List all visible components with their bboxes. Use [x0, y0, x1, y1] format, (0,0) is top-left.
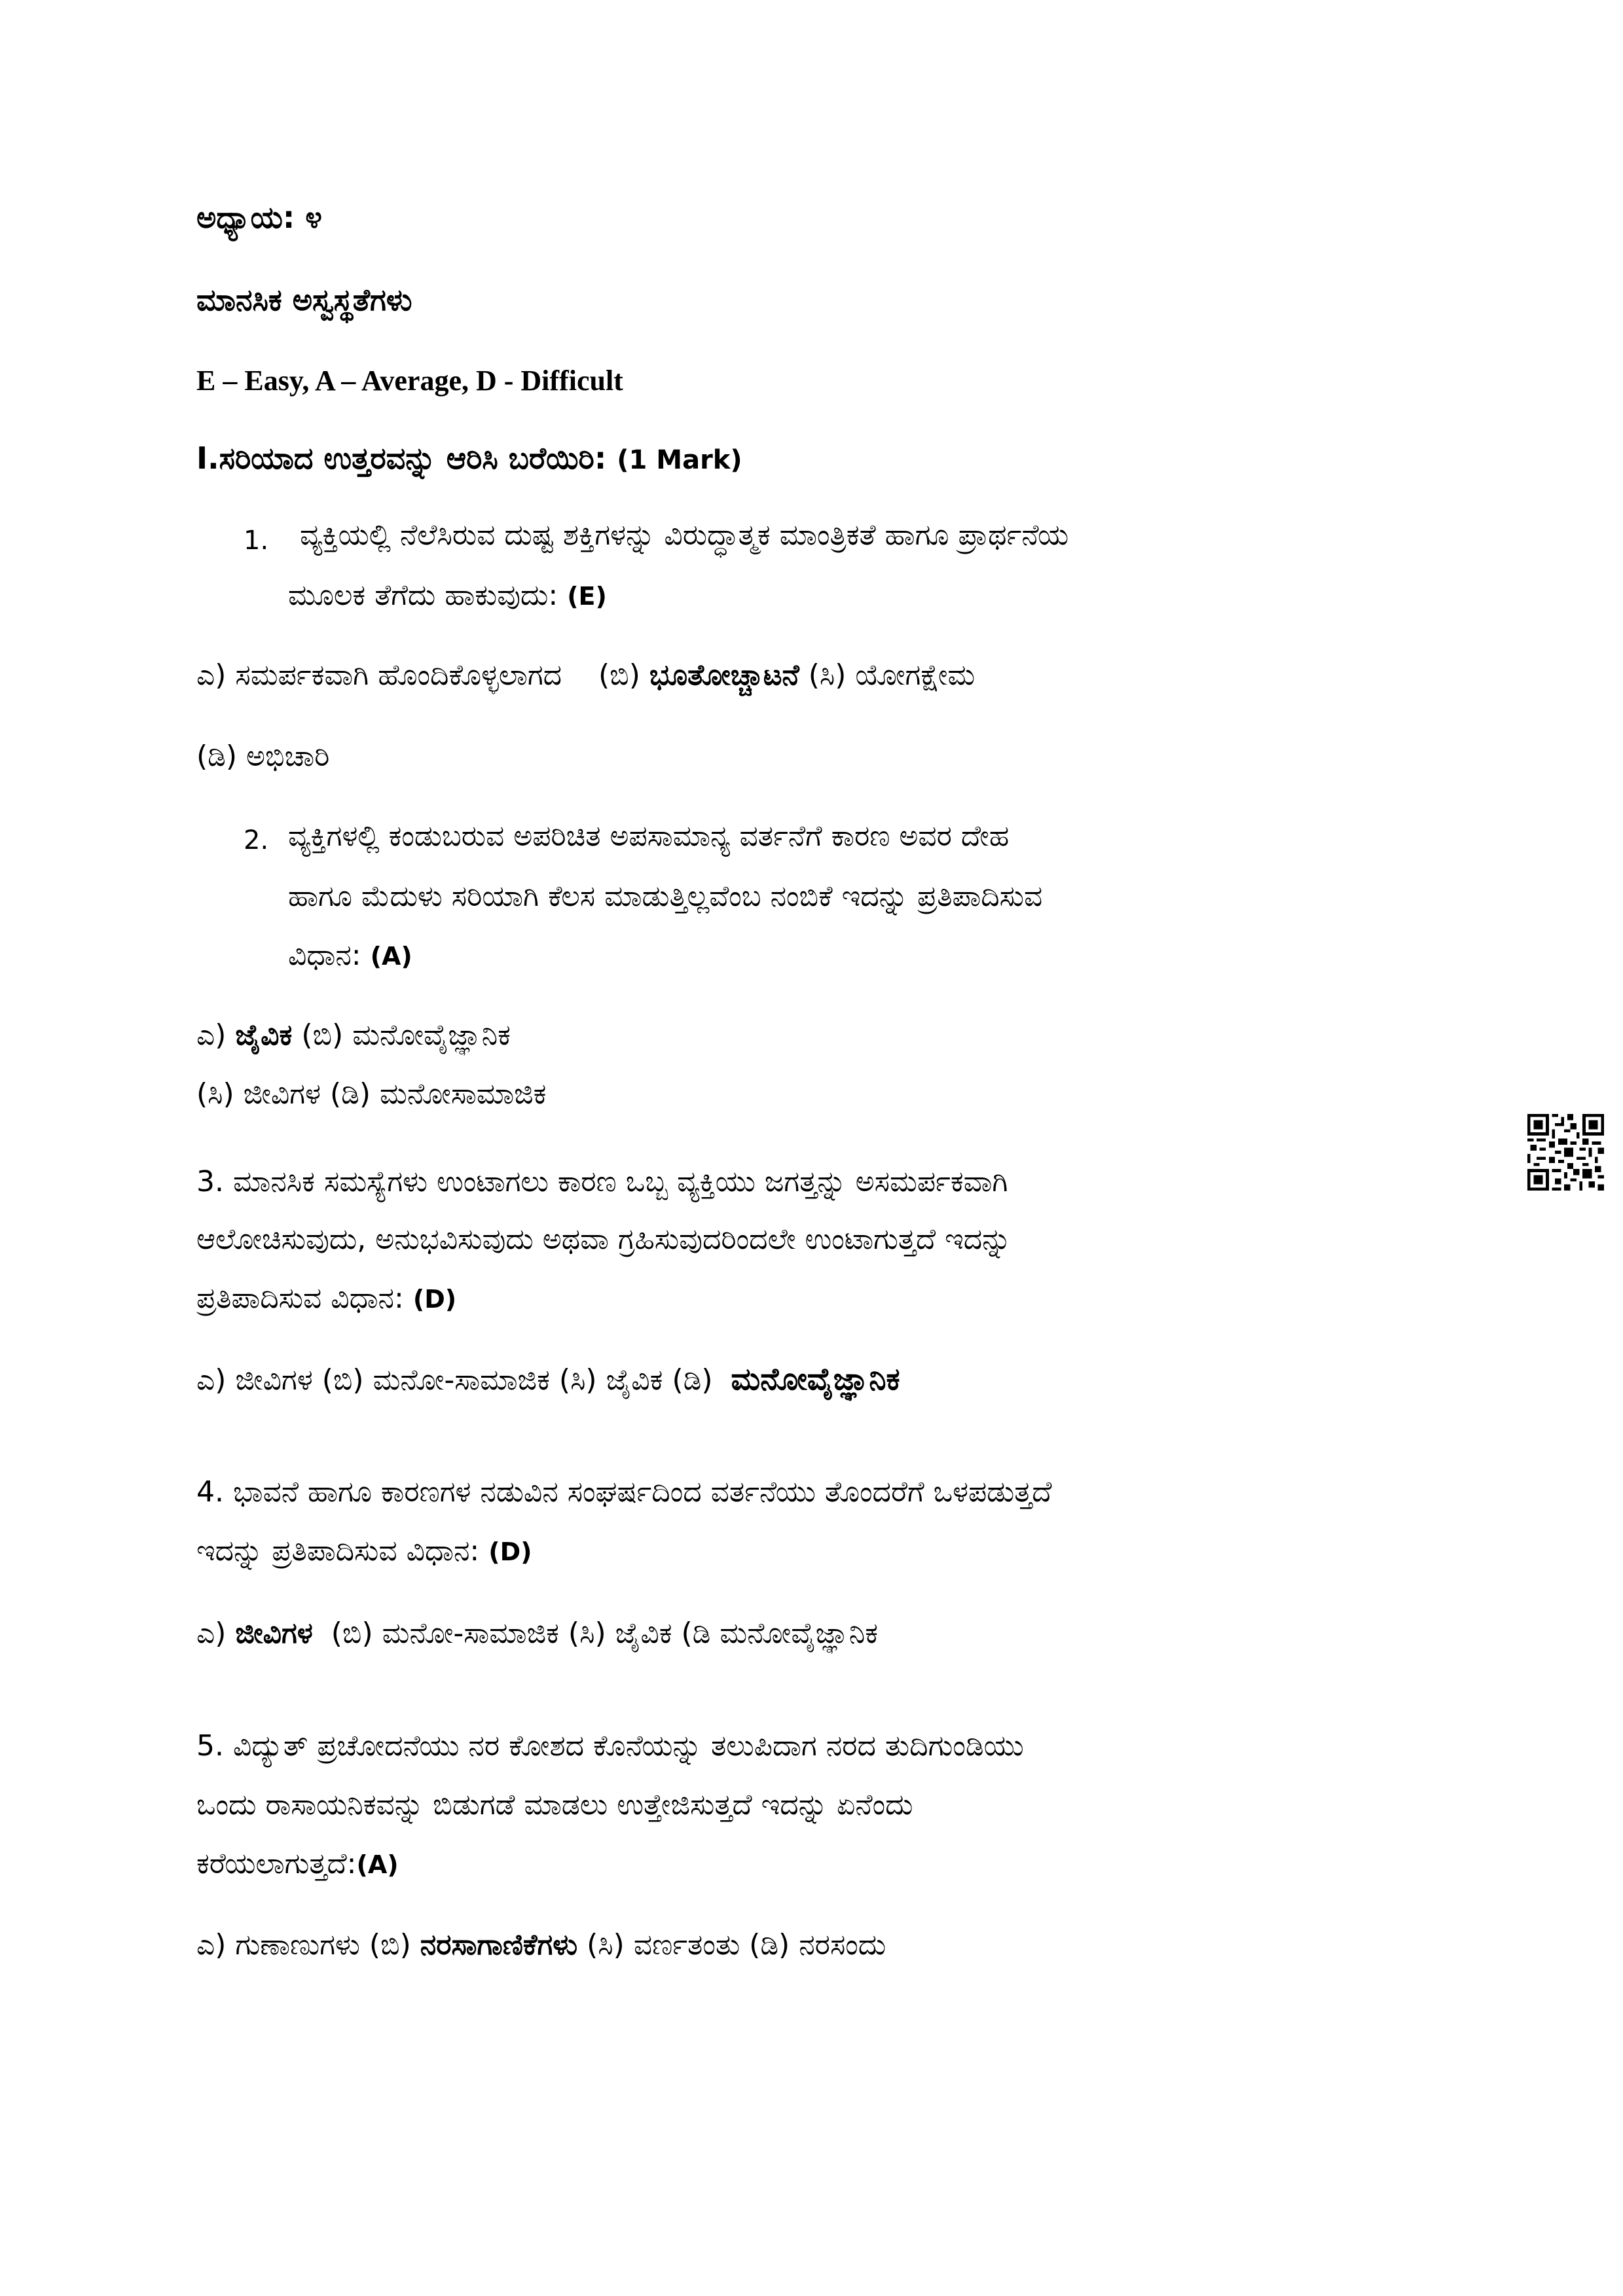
- question-1-line-1: ವ್ಯಕ್ತಿಯಲ್ಲಿ ನೆಲೆಸಿರುವ ದುಷ್ಟ ಶಕ್ತಿಗಳನ್ನು ವಿರುದ್ಧಾತ್ಮಕ ಮಾಂತ್ರಿಕತೆ ಹಾಗೂ ಪ್ರಾರ್ಥನೆಯ: [300, 518, 1069, 552]
- difficulty-legend: E – Easy, A – Average, D - Difficult: [196, 365, 623, 397]
- question-4-text: ಇದನ್ನು ಪ್ರತಿಪಾದಿಸುವ ವಿಧಾನ:: [196, 1534, 480, 1568]
- question-1-number: 1.: [244, 526, 269, 556]
- q3-answer: ಮನೋವೈಜ್ಞಾನಿಕ: [731, 1361, 900, 1397]
- q1-option-a: ಎ) ಸಮರ್ಪಕವಾಗಿ ಹೊಂದಿಕೊಳ್ಳಲಾಗದ: [196, 658, 562, 692]
- question-1-level: (E): [567, 582, 607, 611]
- q5-answer: ನರಸಾಗಾಣಿಕೆಗಳು: [420, 1928, 578, 1962]
- question-2-number: 2.: [244, 825, 269, 855]
- question-5-text: ಕರೆಯಲಾಗುತ್ತದೆ:: [196, 1847, 357, 1880]
- question-2-level: (A): [370, 942, 412, 971]
- page-title: ಮಾನಸಿಕ ಅಸ್ವಸ್ಥತೆಗಳು: [196, 282, 412, 317]
- question-5-options: [196, 1926, 886, 1965]
- question-4-level: (D): [488, 1537, 532, 1566]
- question-2-text: ವಿಧಾನ:: [288, 939, 361, 972]
- question-3-text: ಪ್ರತಿಪಾದಿಸುವ ವಿಧಾನ:: [196, 1282, 404, 1315]
- question-3-line-3: [196, 1279, 456, 1319]
- question-5-line-1: 5. ವಿದ್ಯುತ್ ಪ್ರಚೋದನೆಯು ನರ ಕೋಶದ ಕೊನೆಯನ್ನು ತಲುಪಿದಾಗ ನರದ ತುದಿಗುಂಡಿಯು: [196, 1729, 1024, 1763]
- q5-options: (ಸಿ) ವರ್ಣತಂತು (ಡಿ) ನರಸಂದು: [587, 1928, 886, 1962]
- question-2-line-1: ವ್ಯಕ್ತಿಗಳಲ್ಲಿ ಕಂಡುಬರುವ ಅಪರಿಚಿತ ಅಪಸಾಮಾನ್ಯ ವರ್ತನೆಗೆ ಕಾರಣ ಅವರ ದೇಹ: [288, 819, 1010, 853]
- question-2-options-ab: [196, 1016, 511, 1055]
- q2-option-a-label: ಎ): [196, 1018, 227, 1052]
- question-2-options-cd: (ಸಿ) ಜೀವಿಗಳ (ಡಿ) ಮನೋಸಾಮಾಜಿಕ: [196, 1077, 547, 1111]
- q1-option-c: (ಸಿ) ಯೋಗಕ್ಷೇಮ: [808, 658, 976, 692]
- q4-option-a-label: ಎ): [196, 1617, 227, 1650]
- question-2-line-3: [288, 936, 412, 976]
- q4-options: (ಬಿ) ಮನೋ-ಸಾಮಾಜಿಕ (ಸಿ) ಜೈವಿಕ (ಡಿ ಮನೋವೈಜ್ಞಾನಿಕ: [331, 1617, 879, 1650]
- q1-option-d: (ಡಿ) ಅಭಿಚಾರಿ: [196, 740, 330, 773]
- q5-option-a: ಎ) ಗುಣಾಣುಗಳು (ಬಿ): [196, 1928, 411, 1962]
- question-3-level: (D): [412, 1285, 457, 1314]
- question-4-line-2: [196, 1532, 532, 1571]
- question-3-line-2: ಆಲೋಚಿಸುವುದು, ಅನುಭವಿಸುವುದು ಅಥವಾ ಗ್ರಹಿಸುವುದರಿಂದಲೇ ಉಂಟಾಗುತ್ತದೆ ಇದನ್ನು: [196, 1223, 1012, 1256]
- q2-option-b: (ಬಿ) ಮನೋವೈಜ್ಞಾನಿಕ: [301, 1018, 511, 1052]
- question-4-options: [196, 1614, 878, 1653]
- question-4-line-1: 4. ಭಾವನೆ ಹಾಗೂ ಕಾರಣಗಳ ನಡುವಿನ ಸಂಘರ್ಷದಿಂದ ವರ್ತನೆಯು ತೊಂದರೆಗೆ ಒಳಪಡುತ್ತದೆ: [196, 1475, 1052, 1509]
- q3-options: ಎ) ಜೀವಿಗಳ (ಬಿ) ಮನೋ-ಸಾಮಾಜಿಕ (ಸಿ) ಜೈವಿಕ (ಡಿ): [196, 1363, 713, 1397]
- q2-option-a-answer: ಜೈವಿಕ: [235, 1018, 293, 1052]
- question-5-level: (A): [356, 1850, 399, 1879]
- question-5-line-3: [196, 1844, 399, 1884]
- question-3-options: [196, 1360, 900, 1400]
- section-label: I.ಸರಿಯಾದ ಉತ್ತರವನ್ನು ಆರಿಸಿ ಬರೆಯಿರಿ:: [196, 440, 607, 476]
- question-2-line-2: ಹಾಗೂ ಮೆದುಳು ಸರಿಯಾಗಿ ಕೆಲಸ ಮಾಡುತ್ತಿಲ್ಲವೆಂಬ ನಂಬಿಕೆ ಇದನ್ನು ಪ್ರತಿಪಾದಿಸುವ: [288, 880, 1043, 913]
- question-3-line-1: 3. ಮಾನಸಿಕ ಸಮಸ್ಯೆಗಳು ಉಂಟಾಗಲು ಕಾರಣ ಒಬ್ಬ ವ್ಯಕ್ತಿಯು ಜಗತ್ತನ್ನು ಅಸಮರ್ಪಕವಾಗಿ: [196, 1165, 1008, 1198]
- q1-option-b-label: (ಬಿ): [598, 658, 640, 692]
- section-heading: [196, 439, 742, 480]
- q1-option-b-answer: ಭೂತೋಚ್ಚಾಟನೆ: [649, 658, 799, 692]
- question-5-line-2: ಒಂದು ರಾಸಾಯನಿಕವನ್ನು ಬಿಡುಗಡೆ ಮಾಡಲು ಉತ್ತೇಜಿಸುತ್ತದೆ ಇದನ್ನು ಏನೆಂದು: [196, 1788, 913, 1821]
- section-marks: (1 Mark): [617, 445, 742, 475]
- question-1-options: [196, 656, 975, 695]
- qr-code-icon: [1527, 1114, 1604, 1191]
- question-1-line-2: [288, 576, 607, 616]
- q4-answer: ಜೀವಿಗಳ: [235, 1617, 313, 1650]
- question-1-text: ಮೂಲಕ ತೆಗೆದು ಹಾಕುವುದು:: [288, 579, 558, 612]
- chapter-heading: ಅಧ್ಯಾಯ: ೪: [196, 200, 323, 235]
